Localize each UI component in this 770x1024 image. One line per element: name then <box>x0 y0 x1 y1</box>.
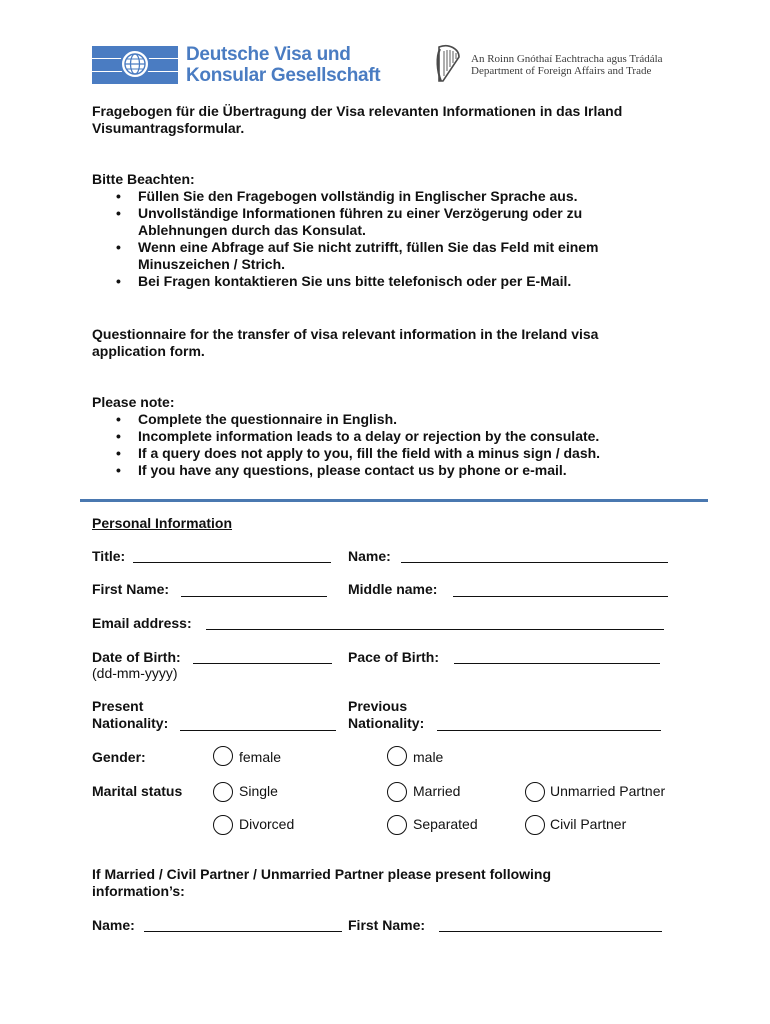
list-item: • Complete the questionnaire in English. <box>92 411 692 428</box>
gender-female-label: female <box>239 749 282 765</box>
partner-name-field[interactable] <box>144 931 342 932</box>
first-name-field[interactable] <box>181 596 327 597</box>
middle-name-field[interactable] <box>453 596 668 597</box>
logo-line-1: Deutsche Visa und <box>186 44 351 65</box>
dfa-line-irish: An Roinn Gnóthaí Eachtracha agus Trádála <box>471 53 663 65</box>
dfa-line-english: Department of Foreign Affairs and Trade <box>471 65 652 77</box>
first-name-label: First Name: <box>92 581 170 597</box>
section-title: Personal Information <box>92 515 233 531</box>
marital-divorced-radio[interactable] <box>213 815 233 835</box>
partner-first-name-label: First Name: <box>348 917 426 933</box>
list-item: • Unvollständige Informationen führen zu einer Verzögerung oder zu Ablehnungen durch das Konsulat. <box>92 205 652 239</box>
english-notes-list <box>92 411 692 479</box>
email-field[interactable] <box>206 629 664 630</box>
list-item: • Füllen Sie den Fragebogen vollständig in Englischer Sprache aus. <box>92 188 652 205</box>
email-label: Email address: <box>92 615 192 631</box>
logo-line-2: Konsular Gesellschaft <box>186 65 381 86</box>
marital-separated-radio[interactable] <box>387 815 407 835</box>
dob-format-hint: (dd-mm-yyyy) <box>92 665 178 681</box>
german-note-heading: Bitte Beachten: <box>92 171 195 187</box>
gender-male-label: male <box>413 749 444 765</box>
marital-unmarried-partner-radio[interactable] <box>525 782 545 802</box>
gender-male-radio[interactable] <box>387 746 407 766</box>
partner-info-note: If Married / Civil Partner / Unmarried Partner please present following information’s: <box>92 866 552 899</box>
title-field[interactable] <box>133 562 331 563</box>
place-of-birth-label: Pace of Birth: <box>348 649 440 665</box>
present-nationality-label-2: Nationality: <box>92 715 169 731</box>
previous-nationality-label-2: Nationality: <box>348 715 425 731</box>
marital-civil-partner-label: Civil Partner <box>550 816 627 832</box>
english-note-heading: Please note: <box>92 394 175 410</box>
present-nationality-field[interactable] <box>180 730 336 731</box>
title-label: Title: <box>92 548 126 564</box>
previous-nationality-label-1: Previous <box>348 698 408 714</box>
list-item: • Incomplete information leads to a delay or rejection by the consulate. <box>92 428 692 445</box>
middle-name-label: Middle name: <box>348 581 438 597</box>
gender-female-radio[interactable] <box>213 746 233 766</box>
marital-married-radio[interactable] <box>387 782 407 802</box>
dob-field[interactable] <box>193 663 332 664</box>
gender-label: Gender: <box>92 749 146 765</box>
list-item: • Wenn eine Abfrage auf Sie nicht zutrifft, füllen Sie das Feld mit einem Minuszeichen / Strich. <box>92 239 652 273</box>
marital-unmarried-partner-label: Unmarried Partner <box>550 783 666 799</box>
list-item: • If you have any questions, please contact us by phone or e-mail. <box>92 462 692 479</box>
marital-separated-label: Separated <box>413 816 478 832</box>
german-notes-list <box>92 188 652 290</box>
dob-label: Date of Birth: <box>92 649 181 665</box>
english-title: Questionnaire for the transfer of visa relevant information in the Ireland visa application form. <box>92 326 599 359</box>
marital-single-label: Single <box>239 783 278 799</box>
name-label: Name: <box>348 548 391 564</box>
place-of-birth-field[interactable] <box>454 663 660 664</box>
present-nationality-label-1: Present <box>92 698 144 714</box>
marital-single-radio[interactable] <box>213 782 233 802</box>
marital-married-label: Married <box>413 783 461 799</box>
harp-icon <box>433 43 463 85</box>
dvkg-logo <box>92 43 381 87</box>
partner-name-label: Name: <box>92 917 135 933</box>
partner-first-name-field[interactable] <box>439 931 662 932</box>
previous-nationality-field[interactable] <box>437 730 661 731</box>
marital-status-label: Marital status <box>92 783 183 799</box>
list-item: • If a query does not apply to you, fill the field with a minus sign / dash. <box>92 445 692 462</box>
section-divider <box>80 499 708 502</box>
name-field[interactable] <box>401 562 668 563</box>
marital-civil-partner-radio[interactable] <box>525 815 545 835</box>
dfa-logo <box>433 43 693 87</box>
marital-divorced-label: Divorced <box>239 816 295 832</box>
globe-icon <box>120 49 150 79</box>
german-title: Fragebogen für die Übertragung der Visa relevanten Informationen in das Irland Visumantragsformular. <box>92 103 623 136</box>
list-item: • Bei Fragen kontaktieren Sie uns bitte telefonisch oder per E-Mail. <box>92 273 652 290</box>
